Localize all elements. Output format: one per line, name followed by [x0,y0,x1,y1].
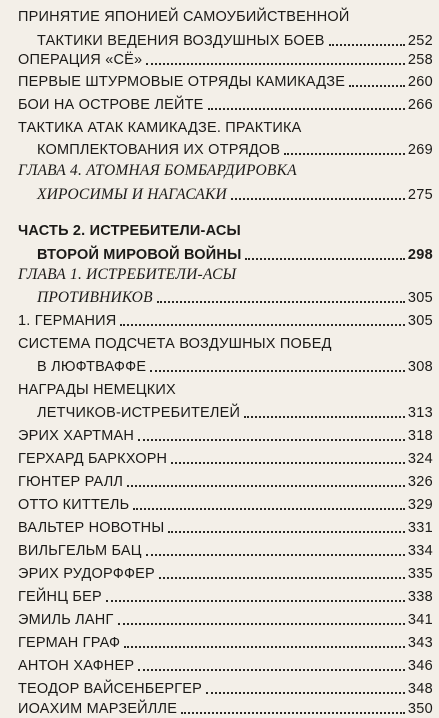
entry-page-number: 258 [407,52,433,68]
entry-title-line: ПРИНЯТИЕ ЯПОНИЕЙ САМОУБИЙСТВЕННОЙ [18,9,350,25]
entry-title-line: ЭРИХ ХАРТМАН [18,428,135,444]
entry-page-number: 318 [407,428,433,444]
part-title-line: ВТОРОЙ МИРОВОЙ ВОЙНЫ [37,247,242,263]
dot-leader [329,44,405,46]
entry-page-number: 260 [407,74,433,90]
dot-leader [157,301,405,303]
entry-title-line: ЭМИЛЬ ЛАНГ [18,612,114,628]
entry-title-line: КОМПЛЕКТОВАНИЯ ИХ ОТРЯДОВ [37,142,281,158]
entry-title-line: ТЕОДОР ВАЙСЕНБЕРГЕР [18,681,203,697]
toc-entry [0,310,439,330]
toc-entry [0,264,439,306]
entry-title-line: ГЕЙНЦ БЕР [18,589,102,605]
entry-page-number: 326 [407,474,433,490]
toc-entry [0,425,439,445]
dot-leader [349,85,405,87]
toc-entry [0,655,439,675]
entry-title-line: ИОАХИМ МАРЗЕЙЛЛЕ [18,701,178,717]
dot-leader [106,600,405,602]
entry-page-number: 275 [407,187,433,203]
toc-entry [0,471,439,491]
dot-leader [120,324,404,326]
dot-leader [171,462,405,464]
toc-entry [0,379,439,421]
entry-page-number: 334 [407,543,433,559]
dot-leader [208,108,405,110]
entry-title-line: ГЮНТЕР РАЛЛ [18,474,124,490]
dot-leader [146,63,405,65]
toc-entry [0,333,439,375]
dot-leader [284,153,405,155]
entry-title-line: ОПЕРАЦИЯ «СЁ» [18,52,143,68]
chapter-title-line: ГЛАВА 1. ИСТРЕБИТЕЛИ-АСЫ [18,266,237,283]
entry-title-line: ОТТО КИТТЕЛЬ [18,497,130,513]
toc-entry [0,71,439,91]
entry-title-line: ВАЛЬТЕР НОВОТНЫ [18,520,165,536]
entry-title-line: ЭРИХ РУДОРФФЕР [18,566,155,582]
toc-entry [0,6,439,49]
entry-page-number: 252 [407,33,433,49]
toc-entry [0,117,439,158]
toc-entry [0,94,439,114]
entry-title-line: СИСТЕМА ПОДСЧЕТА ВОЗДУШНЫХ ПОБЕД [18,336,332,352]
entry-page-number: 341 [407,612,433,628]
entry-page-number: 305 [407,313,433,329]
dot-leader [244,416,405,418]
entry-title-line: БОИ НА ОСТРОВЕ ЛЕЙТЕ [18,97,204,113]
dot-leader [138,669,405,671]
chapter-title-line: ХИРОСИМЫ И НАГАСАКИ [37,186,227,203]
entry-page-number: 308 [407,359,433,375]
dot-leader [150,370,405,372]
entry-page-number: 313 [407,405,433,421]
entry-page-number: 350 [407,701,433,717]
entry-page-number: 331 [407,520,433,536]
entry-page-number: 338 [407,589,433,605]
toc-entry [0,160,439,203]
chapter-title-line: ПРОТИВНИКОВ [37,289,153,306]
entry-title-line: 1. ГЕРМАНИЯ [18,313,117,329]
dot-leader [127,485,405,487]
toc-entry [0,678,439,698]
dot-leader [118,623,405,625]
toc-entry [0,698,439,718]
entry-page-number: 335 [407,566,433,582]
part-title-line: ЧАСТЬ 2. ИСТРЕБИТЕЛИ-АСЫ [18,223,241,239]
entry-page-number: 343 [407,635,433,651]
entry-page-number: 305 [407,290,433,306]
entry-title-line: ТАКТИКИ ВЕДЕНИЯ ВОЗДУШНЫХ БОЕВ [37,33,325,49]
toc-entry [0,448,439,468]
entry-title-line: ГЕРМАН ГРАФ [18,635,121,651]
toc-entry [0,563,439,583]
entry-title-line: ПЕРВЫЕ ШТУРМОВЫЕ ОТРЯДЫ КАМИКАДЗЕ [18,74,346,90]
entry-page-number: 266 [407,97,433,113]
entry-title-line: ТАКТИКА АТАК КАМИКАДЗЕ. ПРАКТИКА [18,120,302,136]
chapter-title-line: ГЛАВА 4. АТОМНАЯ БОМБАРДИРОВКА [18,162,297,179]
dot-leader [231,198,405,200]
entry-page-number: 329 [407,497,433,513]
entry-page-number: 269 [407,142,433,158]
entry-title-line: ГЕРХАРД БАРКХОРН [18,451,168,467]
toc-entry [0,220,439,263]
entry-page-number: 324 [407,451,433,467]
dot-leader [138,439,405,441]
entry-page-number: 298 [407,247,433,263]
toc-entry [0,540,439,560]
toc-entry [0,586,439,606]
toc-entry [0,609,439,629]
entry-title-line: В ЛЮФТВАФФЕ [37,359,147,375]
entry-title-line: НАГРАДЫ НЕМЕЦКИХ [18,382,176,398]
dot-leader [124,646,405,648]
entry-title-line: ВИЛЬГЕЛЬМ БАЦ [18,543,142,559]
entry-page-number: 348 [407,681,433,697]
entry-title-line: АНТОН ХАФНЕР [18,658,135,674]
dot-leader [146,554,405,556]
toc-entry [0,494,439,514]
dot-leader [168,531,405,533]
toc-entry [0,49,439,69]
dot-leader [245,258,404,260]
entry-title-line: ЛЕТЧИКОВ-ИСТРЕБИТЕЛЕЙ [37,405,241,421]
toc-entry [0,632,439,652]
entry-page-number: 346 [407,658,433,674]
dot-leader [133,508,405,510]
dot-leader [206,692,405,694]
dot-leader [159,577,405,579]
dot-leader [181,712,405,714]
toc-entry [0,517,439,537]
